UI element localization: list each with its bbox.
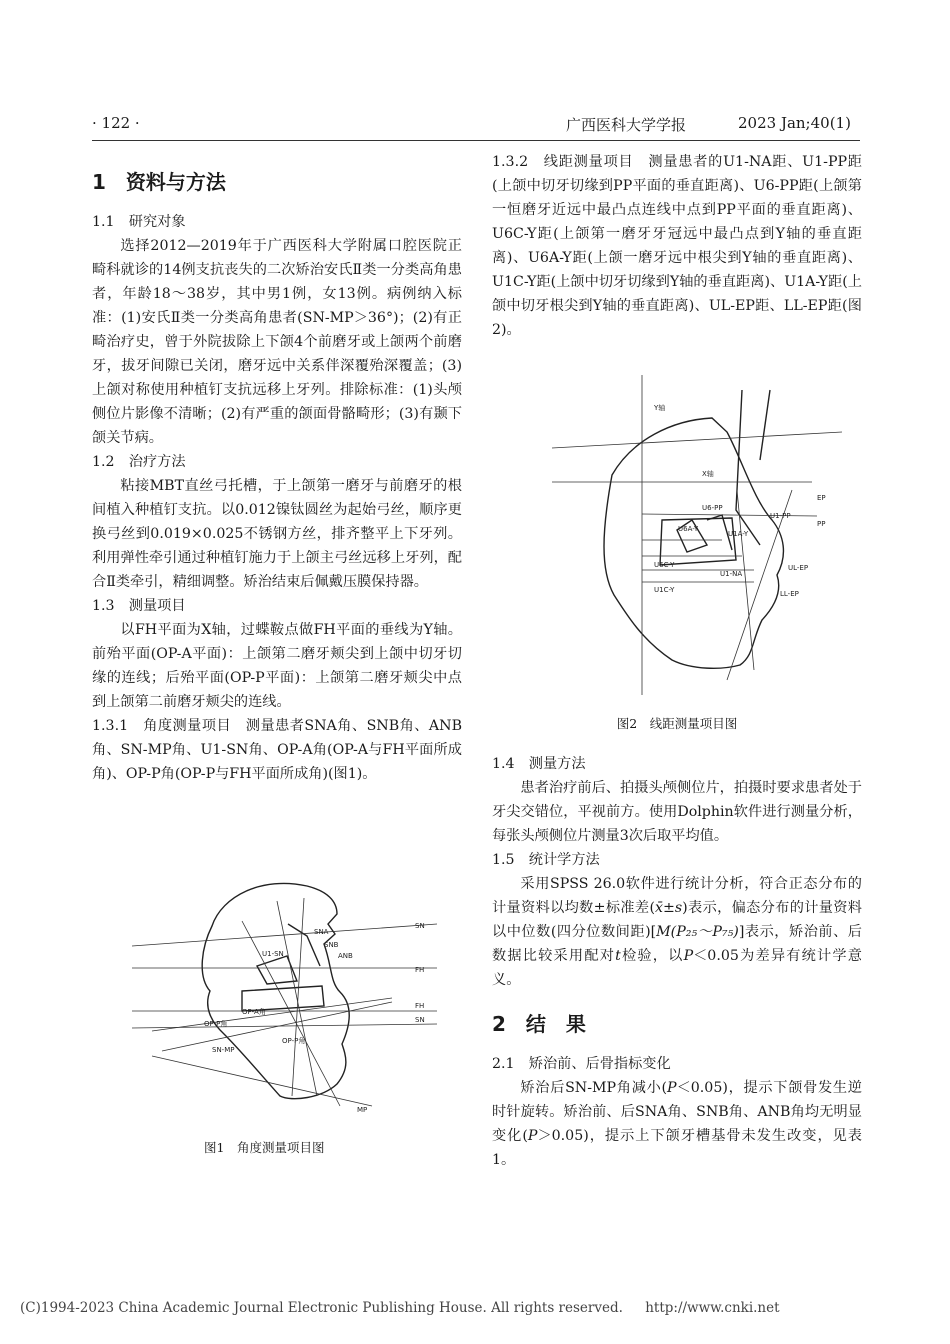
sn-ref-line (552, 432, 842, 448)
fig2-label-u1na: U1-NA (720, 570, 743, 578)
figure-1-cephalogram (92, 806, 462, 1136)
subsection-2-1: 2.1 矫治前、后骨指标变化 (492, 1056, 671, 1072)
stats-t: t (615, 948, 621, 964)
fig1-label-snb: SNB (324, 941, 339, 949)
stats-xbar: x̄±s (655, 900, 683, 916)
sn-line (132, 924, 437, 946)
paragraph-study-subjects: 选择2012—2019年于广西医科大学附属口腔医院正畸科就诊的14例支抗丧失的二次矫治安氏Ⅱ类一分类高角患者，年龄18～38岁，其中男1例，女13例。病例纳入标准：(1)安氏Ⅱ类一分类高角患者(SN-MP＞36°)；(2)有正畸治疗史，曾于外院拔除上下颌4个前磨牙或上颌两个前磨牙，拔牙间隙已关闭，磨牙远中关系伴深覆殆深覆盖；(3)上颌对称使用种植钉支抗远移上牙列。排除标准：(1)头颅侧位片影像不清晰；(2)有严重的颌面骨骼畸形；(3)有颞下颌关节病。 (92, 238, 462, 446)
fig2-label-ulep: UL-EP (788, 564, 809, 572)
results-text-a: 矫治后SN-MP角减小( (520, 1080, 668, 1096)
paragraph-statistics (492, 872, 862, 992)
results-text-c: ＜0.05)，提示下颌骨发生逆时针旋转。矫治前、后SNA角、SNB角、ANB角均无明显变化( (492, 1080, 862, 1144)
subsection-1-1: 1.1 研究对象 (92, 214, 186, 230)
stats-text-d: 检验，以 (620, 948, 684, 964)
figure-2-cephalogram (492, 370, 862, 710)
fig1-label-fh: FH (415, 966, 425, 974)
fig2-label-pp: PP (817, 520, 826, 528)
results-p1: P (667, 1080, 677, 1096)
fig2-label-u1ay: U1A-Y (728, 530, 749, 538)
subsection-1-3: 1.3 测量项目 (92, 598, 186, 614)
left-column (92, 150, 462, 1158)
subsection-1-4: 1.4 测量方法 (492, 756, 586, 772)
paragraph-method: 患者治疗前后、拍摄头颅侧位片，拍摄时要求患者处于牙尖交错位，平视前方。使用Dolphin软件进行测量分析，每张头颅侧位片测量3次后取平均值。 (492, 780, 862, 844)
footer (20, 1300, 950, 1316)
fig2-label-u6pp: U6-PP (702, 504, 723, 512)
fig1-label-sna: SNA (314, 928, 329, 936)
stats-text-a: 采用SPSS 26.0软件进行统计分析，符合正态分布的计量资料以均数±标准差( (492, 876, 862, 916)
paragraph-angular-items: 1.3.1 角度测量项目 测量患者SNA角、SNB角、ANB角、SN-MP角、U1-SN角、OP-A角(OP-A与FH平面所成角)、OP-P角(OP-P与FH平面所成角)(图1)。 (92, 718, 462, 782)
fig1-label-mp: MP (357, 1106, 368, 1114)
fig1-label-opline: OP-P角 (282, 1037, 306, 1045)
subsection-1-5: 1.5 统计学方法 (492, 852, 600, 868)
pp-line (642, 514, 817, 516)
journal-name: 广西医科大学学报 (566, 116, 687, 134)
header-rule (92, 140, 860, 141)
copyright-text: (C)1994-2023 China Academic Journal Electronic Publishing House. All rights reserved. (20, 1300, 623, 1316)
fig2-label-ep: EP (817, 494, 826, 502)
figure-1-caption: 图1 角度测量项目图 (204, 1140, 325, 1155)
fig1-label-fh2: FH (415, 1002, 425, 1010)
fig2-label-yaxis: Y轴 (654, 404, 666, 412)
fig2-label-xaxis: X轴 (702, 470, 714, 478)
paragraph-measurement: 以FH平面为X轴，过蝶鞍点做FH平面的垂线为Y轴。前殆平面(OP-A平面)：上颌第二磨牙颊尖到上颌中切牙切缘的连线；后殆平面(OP-P平面)：上颌第二磨牙颊尖中点到上颌第二前磨牙颊尖的连线。 (92, 622, 462, 710)
fig2-label-u1pp: U1-PP (770, 512, 791, 520)
figure-2-caption: 图2 线距测量项目图 (616, 716, 738, 731)
fig2-label-u6ay: U6A-Y (678, 525, 699, 533)
fig1-label-sn: SN (415, 922, 425, 930)
figure-2 (492, 370, 862, 734)
figure-1 (92, 806, 462, 1158)
stats-text-b: )表示，偏态分布的计量资料以中位数(四分位数间距)[ (492, 900, 862, 940)
stats-p: P (683, 948, 694, 964)
paragraph-results (492, 1076, 862, 1172)
stats-median-expr: M(P₂₅～P₇₅) (656, 924, 739, 940)
fig2-label-u6cy: U6C-Y (654, 561, 675, 569)
fig1-label-u1sn: U1-SN (262, 950, 284, 958)
right-column (492, 150, 862, 1172)
stats-text-c: ]表示，矫治前、后数据比较采用配对 (492, 924, 862, 964)
subsection-1-2: 1.2 治疗方法 (92, 454, 186, 470)
footer-url[interactable]: http://www.cnki.net (645, 1300, 780, 1316)
paragraph-treatment: 粘接MBT直丝弓托槽，于上颌第一磨牙与前磨牙的根间植入种植钉支抗。以0.012镍钛圆丝为起始弓丝，顺序更换弓丝到0.019×0.025不锈钢方丝，排齐整平上下牙列。利用弹性牵引通过种植钉施力于上颌主弓丝远移上牙列，配合Ⅱ类牵引，精细调整。矫治结束后佩戴压膜保持器。 (92, 478, 462, 590)
fig1-label-snmp: SN-MP (212, 1046, 235, 1054)
paragraph-linear-items: 1.3.2 线距测量项目 测量患者的U1-NA距、U1-PP距(上颌中切牙切缘到PP平面的垂直距离)、U6-PP距(上颌第一恒磨牙近远中最凸点连线中点到PP平面的垂直距离)、U6C-Y距(上颌第一磨牙牙冠远中最凸点到Y轴的垂直距离)、U6A-Y距(上颌一磨牙远中根尖到Y轴的垂直距离)、U1C-Y距(上颌中切牙切缘到Y轴的垂直距离)、U1A-Y距(上颌中切牙根尖到Y轴的垂直距离)、UL-EP距、LL-EP距(图2)。 (492, 154, 862, 338)
fig1-label-sn2: SN (415, 1016, 425, 1024)
stats-text-e: ＜0.05为差异有统计学意义。 (492, 948, 862, 988)
section-heading-2: 2 结 果 (492, 1012, 586, 1036)
section-heading-1: 1 资料与方法 (92, 170, 226, 194)
fig1-label-opp: OP-P角 (204, 1020, 228, 1028)
results-p2: P (527, 1128, 538, 1144)
results-text-e: ＞0.05)，提示上下颌牙槽基骨未发生改变，见表1。 (492, 1128, 862, 1168)
fig2-label-u1cy: U1C-Y (654, 586, 675, 594)
page-number: · 122 · (92, 114, 140, 132)
fig1-label-anb: ANB (338, 952, 353, 960)
fig1-label-opa: OP-A角 (242, 1008, 266, 1016)
journal-issue: 2023 Jan;40(1) (738, 114, 851, 132)
fig2-label-llep: LL-EP (780, 590, 799, 598)
